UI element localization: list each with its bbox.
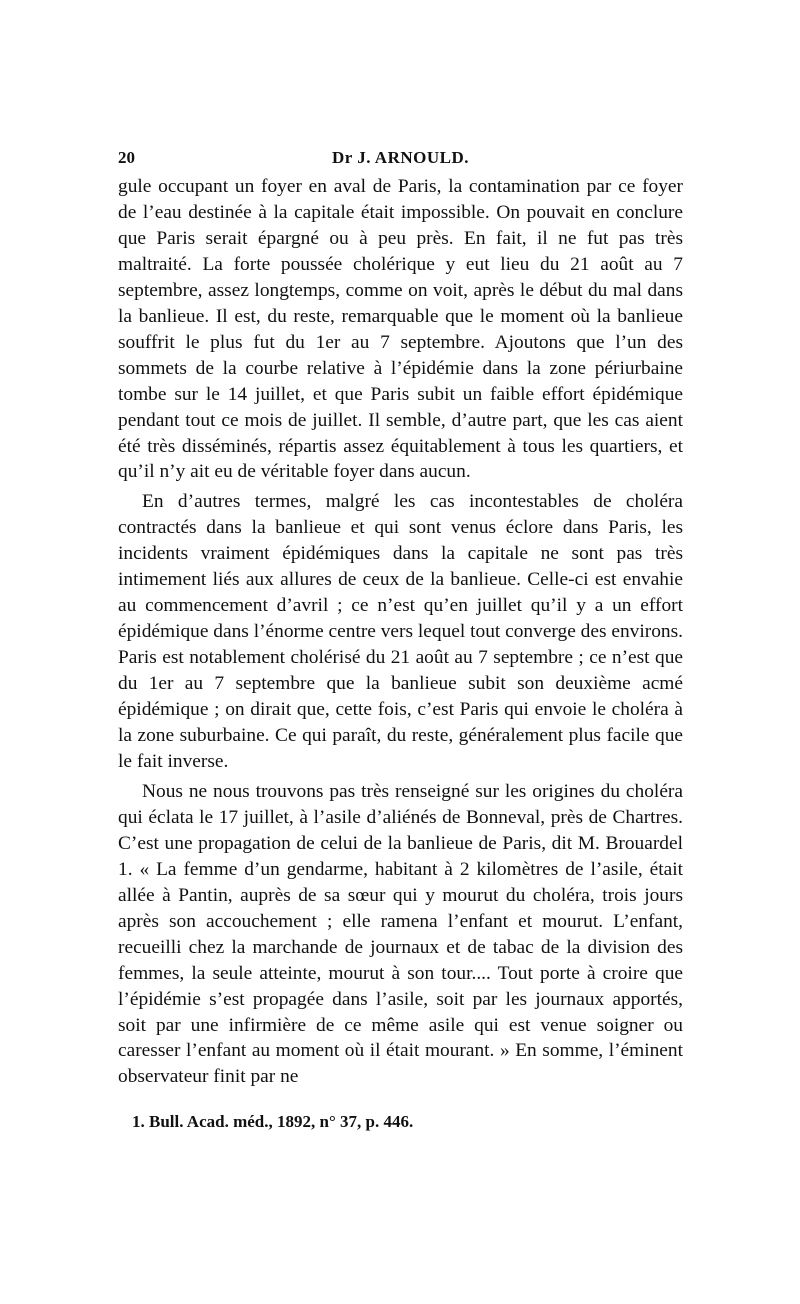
paragraph-1: gule occupant un foyer en aval de Paris, la contamination par ce foyer de l’eau destinée à la capitale était impossible. On pouvait en conclure que Paris serait épargné ou à peu près. En fait, il ne fut pas très maltraité. La forte poussée cholérique y eut lieu du 21 août au 7 septembre, assez longtemps, comme on voit, après le début du mal dans la banlieue. Il est, du reste, remarquable que le moment où la banlieue souffrit le plus fut du 1er au 7 septembre. Ajoutons que l’un des sommets de la courbe relative à l’épidémie dans la zone périurbaine tombe sur le 14 juillet, et que Paris subit un faible effort épidémique pendant tout ce mois de juillet. Il semble, d’autre part, que les cas aient été très disséminés, répartis assez équitablement à tous les quartiers, et qu’il n’y ait eu de véritable foyer dans aucun. [118, 176, 683, 483]
paragraph-3: Nous ne nous trouvons pas très renseigné sur les origines du choléra qui éclata le 17 juillet, à l’asile d’aliénés de Bonneval, près de Chartres. C’est une propagation de celui de la banlieue de Paris, dit M. Brouardel 1. « La femme d’un gendarme, habitant à 2 kilomètres de l’asile, était allée à Pantin, auprès de sa sœur qui y mourut du choléra, trois jours après son accouchement ; elle ramena l’enfant et mourut. L’enfant, recueilli chez la marchande de journaux et de tabac de la division des femmes, la seule atteinte, mourut à son tour.... Tout porte à croire que l’épidémie s’est propagée dans l’asile, soit par les journaux apportés, soit par une infirmière de ce même asile qui est venue soigner ou caresser l’enfant au moment où il était mourant. » En somme, l’éminent observateur finit par ne [118, 780, 683, 1088]
page-header [118, 148, 683, 170]
body-text [118, 174, 683, 1094]
paragraph-2: En d’autres termes, malgré les cas incontestables de choléra contractés dans la banlieue et qui sont venus éclore dans Paris, les incidents vraiment épidémiques dans la capitale ne sont pas très intimement liés aux allures de ceux de la banlieue. Celle-ci est envahie au commencement d’avril ; ce n’est qu’en juillet qu’il y a un effort épidémique dans l’énorme centre vers lequel tout converge des environs. Paris est notablement cholérisé du 21 août au 7 septembre ; ce n’est que du 1er au 7 septembre que la banlieue subit son deuxième acmé épidémique ; on dirait que, cette fois, c’est Paris qui envoie le choléra à la zone suburbaine. Ce qui paraît, du reste, généralement plus facile que le fait inverse. [118, 491, 684, 772]
running-head: Dr J. ARNOULD. [331, 148, 470, 167]
footnote: 1. Bull. Acad. méd., 1892, n° 37, p. 446. [132, 1112, 414, 1131]
page-number: 20 [118, 148, 135, 167]
